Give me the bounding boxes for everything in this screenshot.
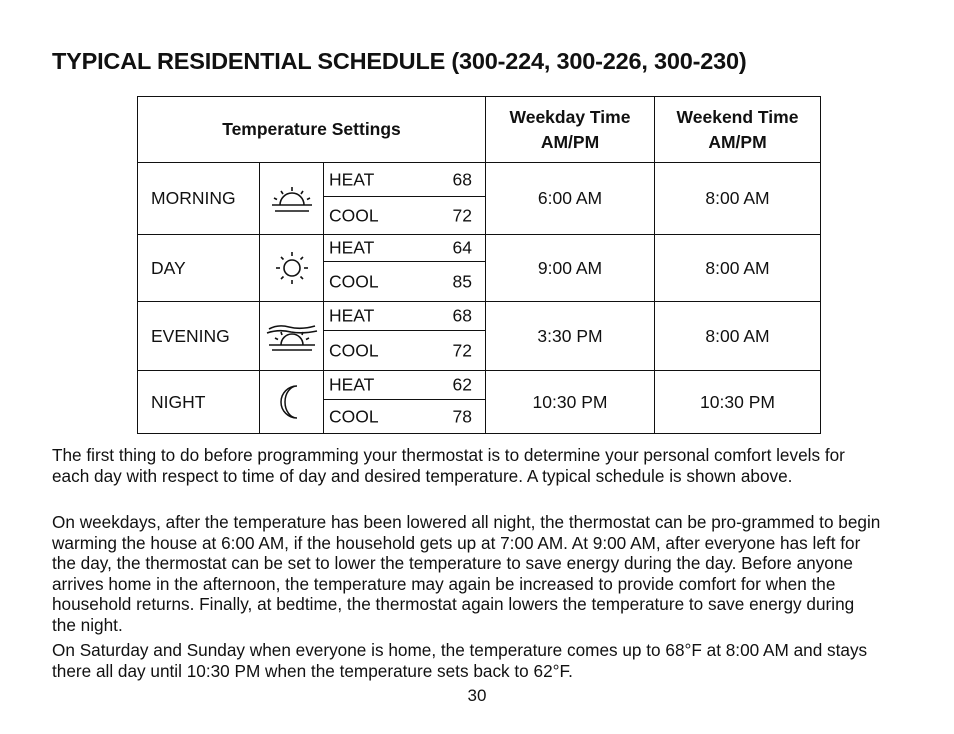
schedule-table — [137, 96, 821, 434]
header-weekend-time — [655, 97, 821, 163]
weekday-time: 9:00 AM — [486, 235, 655, 302]
heat-setting — [324, 302, 486, 331]
cool-label: COOL — [329, 205, 379, 225]
weekend-time: 10:30 PM — [655, 371, 821, 434]
cool-setting — [324, 197, 486, 235]
heat-setting — [324, 235, 486, 262]
header-weekday-time — [486, 97, 655, 163]
weekend-time: 8:00 AM — [655, 235, 821, 302]
cool-label: COOL — [329, 406, 379, 426]
table-row — [138, 235, 821, 262]
period-icon-cell — [260, 235, 324, 302]
heat-value: 62 — [452, 374, 472, 395]
cool-value: 72 — [452, 205, 472, 225]
paragraph-intro: The first thing to do before programming your thermostat is to determine your personal comfort levels for each day with respect to time of day and desired temperature. A typical schedule is shown above. — [52, 445, 845, 486]
sun-icon — [272, 248, 312, 288]
period-label: EVENING — [138, 302, 260, 371]
header-weekday-line2: AM/PM — [540, 131, 600, 152]
heat-value: 64 — [452, 237, 472, 258]
cool-setting — [324, 262, 486, 302]
weekday-time: 3:30 PM — [486, 302, 655, 371]
header-temperature-settings: Temperature Settings — [138, 97, 486, 163]
heat-setting — [324, 163, 486, 197]
table-row — [138, 302, 821, 331]
heat-label: HEAT — [329, 374, 375, 395]
period-label: DAY — [138, 235, 260, 302]
heat-label: HEAT — [329, 305, 375, 326]
cool-label: COOL — [329, 271, 379, 291]
table-row — [138, 371, 821, 400]
paragraph-weekdays: On weekdays, after the temperature has been lowered all night, the thermostat can be pro-grammed to begin warming the house at 6:00 AM, if the household gets up at 7:00 AM. At 9:00 AM, after everyone has left for the day, the thermostat can be set to lower the temperature to save energy during the day. Before anyone arrives home in the afternoon, the temperature may again be increased to provide comfort for when the household returns. Finally, at bedtime, the thermostat again lowers the temperature to save energy during the night. — [52, 512, 881, 635]
period-label: NIGHT — [138, 371, 260, 434]
paragraph-weekend: On Saturday and Sunday when everyone is home, the temperature comes up to 68°F at 8:00 AM and stays there all day until 10:30 PM when the temperature sets back to 62°F. — [52, 640, 868, 681]
period-icon-cell — [260, 163, 324, 235]
table-row — [138, 163, 821, 197]
period-icon-cell — [260, 302, 324, 371]
header-row — [138, 97, 821, 163]
weekend-time: 8:00 AM — [655, 163, 821, 235]
heat-value: 68 — [452, 305, 472, 326]
cool-value: 78 — [452, 406, 472, 426]
sunrise-icon — [266, 182, 318, 216]
moon-icon — [277, 382, 307, 422]
cool-value: 85 — [452, 271, 472, 291]
heat-value: 68 — [452, 169, 472, 189]
heat-setting — [324, 371, 486, 400]
heat-label: HEAT — [329, 237, 375, 258]
page-number: 30 — [467, 686, 487, 705]
cool-setting — [324, 331, 486, 371]
header-weekday-line1: Weekday Time — [509, 106, 631, 127]
header-weekend-line2: AM/PM — [708, 131, 767, 152]
page-title: TYPICAL RESIDENTIAL SCHEDULE (300-224, 300-226, 300-230) — [52, 48, 747, 74]
period-icon-cell — [260, 371, 324, 434]
cool-setting — [324, 400, 486, 434]
header-weekend-line1: Weekend Time — [676, 106, 799, 127]
weekday-time: 10:30 PM — [486, 371, 655, 434]
cool-label: COOL — [329, 340, 379, 360]
sunset-icon — [263, 318, 321, 354]
weekend-time: 8:00 AM — [655, 302, 821, 371]
heat-label: HEAT — [329, 169, 375, 189]
period-label: MORNING — [138, 163, 260, 235]
weekday-time: 6:00 AM — [486, 163, 655, 235]
cool-value: 72 — [452, 340, 472, 360]
